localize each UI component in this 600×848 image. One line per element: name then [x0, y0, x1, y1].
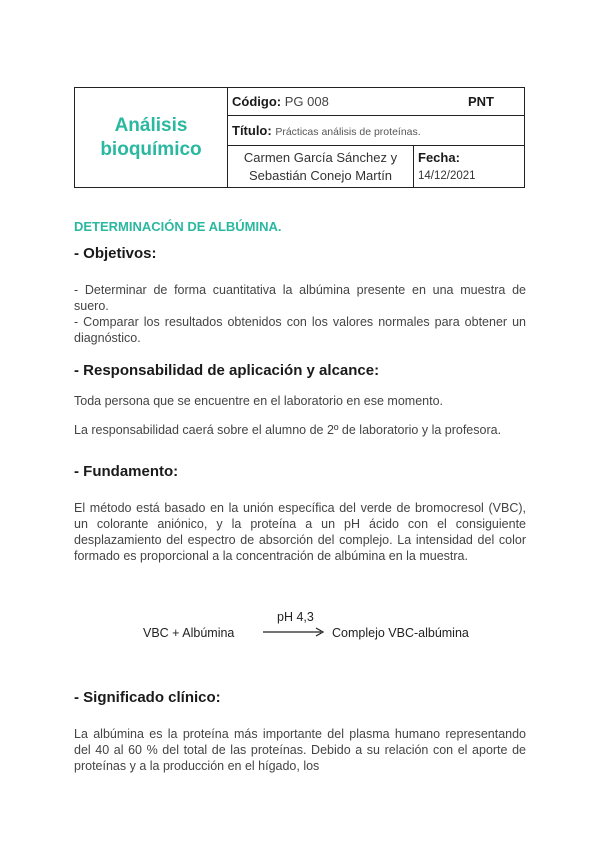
title-line-1: Análisis [114, 114, 188, 136]
fecha-value: 14/12/2021 [418, 169, 476, 182]
significado-p1: La albúmina es la proteína más importante del plasma humano representando del 40 al 60 % del total de las proteínas. Debido a su relación con el aporte de proteínas y a la producción en el hígado, los [74, 727, 526, 773]
document-header [74, 87, 525, 188]
reaction-arrow-icon [263, 624, 329, 640]
fecha-label: Fecha: [418, 149, 460, 165]
objetivo-1: - Determinar de forma cuantitativa la albúmina presente en una muestra de suero. [74, 283, 526, 313]
code-label: Código: [232, 94, 282, 109]
heading-responsabilidad: - Responsabilidad de aplicación y alcance: [74, 362, 380, 379]
heading-fundamento: - Fundamento: [74, 463, 179, 480]
code-value: PG 008 [284, 94, 329, 109]
document-title [75, 88, 228, 188]
reaction-condition: pH 4,3 [277, 610, 314, 624]
authors-cell [228, 146, 414, 188]
objetivos-list [74, 282, 526, 346]
fundamento-p1: El método está basado en la unión específica del verde de bromocresol (VBC), un colorante aniónico, y la proteína a un pH ácido con el consiguiente desplazamiento del espectro de absorción del complejo. La intensidad del color formado es proporcional a la concentración de albúmina en la muestra. [74, 501, 526, 563]
titulo-cell [228, 116, 525, 146]
heading-significado: - Significado clínico: [74, 689, 221, 706]
author-1: Carmen García Sánchez y [243, 149, 398, 165]
reaction-product: Complejo VBC-albúmina [332, 626, 469, 640]
titulo-label: Título: [232, 123, 272, 138]
reaction-equation [143, 610, 503, 654]
titulo-value: Prácticas análisis de proteínas. [275, 126, 421, 138]
objetivo-2: - Comparar los resultados obtenidos con los valores normales para obtener un diagnóstico. [74, 315, 526, 345]
responsabilidad-p1: Toda persona que se encuentre en el laboratorio en ese momento. [74, 394, 443, 408]
code-cell [228, 88, 525, 116]
fecha-cell [414, 146, 525, 188]
title-line-2: bioquímico [100, 138, 202, 160]
responsabilidad-p2: La responsabilidad caerá sobre el alumno de 2º de laboratorio y la profesora. [74, 423, 502, 437]
reaction-reactants: VBC + Albúmina [143, 626, 235, 640]
section-title: DETERMINACIÓN DE ALBÚMINA. [74, 219, 282, 234]
heading-objetivos: - Objetivos: [74, 245, 157, 262]
pnt-label: PNT [468, 94, 494, 109]
author-2: Sebastián Conejo Martín [248, 167, 393, 183]
